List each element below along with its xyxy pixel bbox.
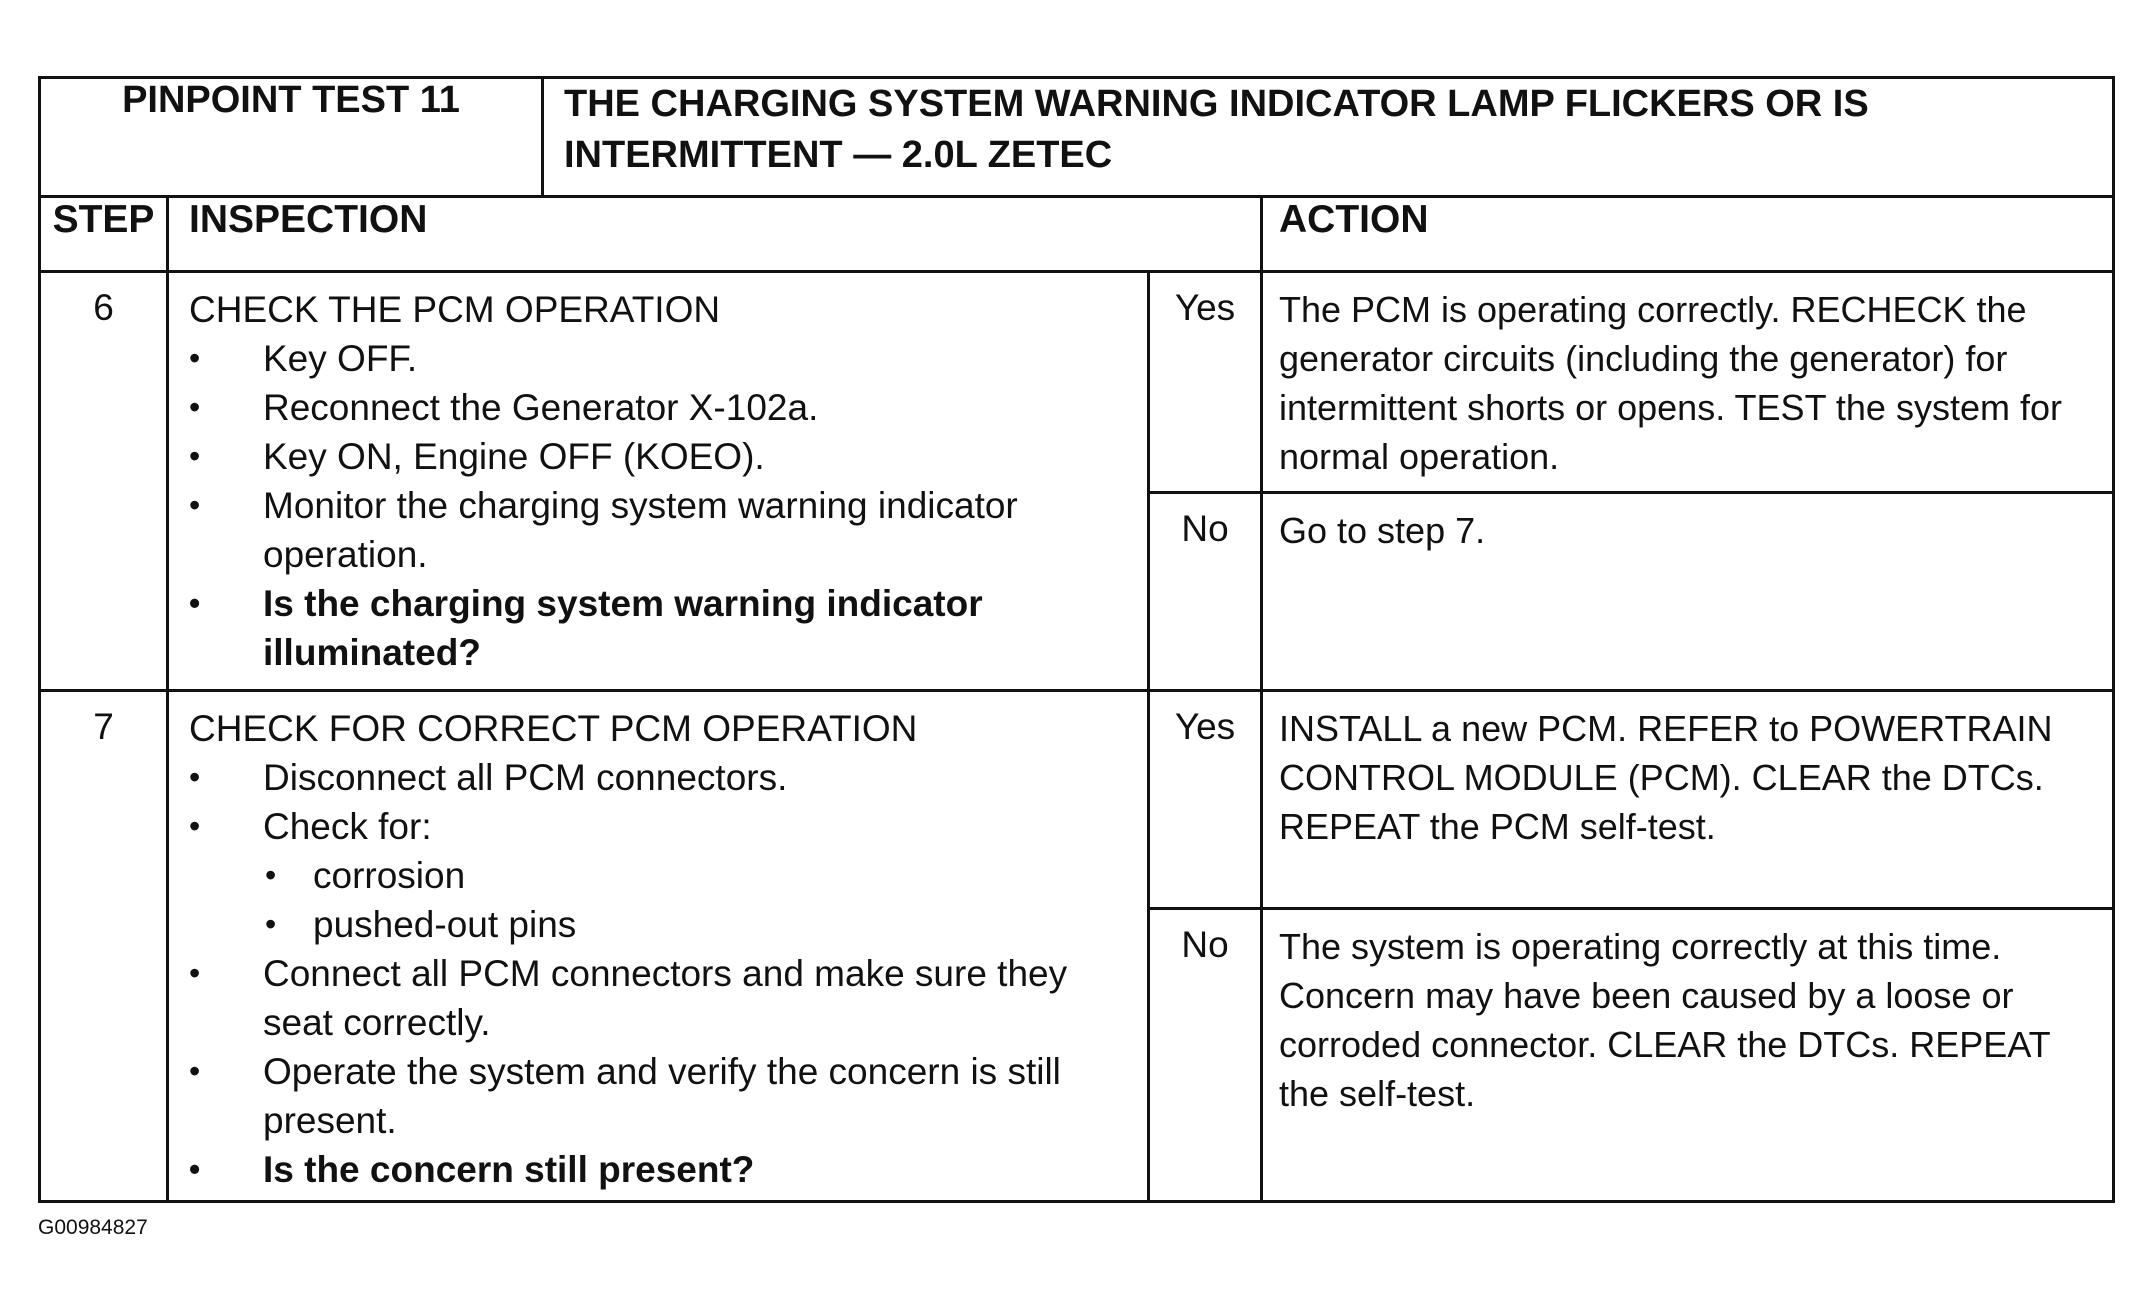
no-label: No: [1149, 493, 1262, 691]
inspection-question: • Is the concern still present?: [189, 1145, 1139, 1194]
list-item: • Operate the system and verify the concern is still present.: [189, 1047, 1139, 1145]
pinpoint-test-table: [38, 76, 2115, 1203]
title-line-1: THE CHARGING SYSTEM WARNING INDICATOR LAMP FLICKERS OR IS: [564, 83, 1869, 125]
column-header-action: ACTION: [1262, 197, 2114, 272]
no-label: No: [1149, 909, 1262, 1202]
figure-id: G00984827: [38, 1216, 148, 1239]
no-action: Go to step 7.: [1262, 493, 2114, 691]
inspection-list: [189, 334, 1139, 677]
list-item: • Check for:: [189, 802, 1139, 851]
pinpoint-test-label: PINPOINT TEST 11: [40, 78, 543, 197]
step-6-inspection: [168, 272, 1149, 691]
inspection-question: • Is the charging system warning indicator illuminated?: [189, 579, 1139, 677]
list-item: • Key ON, Engine OFF (KOEO).: [189, 432, 1139, 481]
step-7-inspection: [168, 691, 1149, 1202]
column-header-inspection: INSPECTION: [168, 197, 1262, 272]
pinpoint-test-title: [543, 78, 2114, 197]
list-item: • Reconnect the Generator X-102a.: [189, 383, 1139, 432]
step-heading: CHECK FOR CORRECT PCM OPERATION: [189, 708, 918, 749]
list-item: • Connect all PCM connectors and make sure they seat correctly.: [189, 949, 1139, 1047]
sub-list-item: • pushed-out pins: [189, 900, 1139, 949]
pinpoint-test-sheet: [38, 76, 2112, 1203]
inspection-list: [189, 753, 1139, 1194]
header-row: [40, 78, 2114, 197]
yes-action: The PCM is operating correctly. RECHECK the generator circuits (including the generator) for intermittent shorts or opens. TEST the system for normal operation.: [1262, 272, 2114, 493]
yes-action: INSTALL a new PCM. REFER to POWERTRAIN CONTROL MODULE (PCM). CLEAR the DTCs. REPEAT the PCM self-test.: [1262, 691, 2114, 909]
step-6-yes-row: [40, 272, 2114, 493]
sub-list-item: • corrosion: [189, 851, 1139, 900]
yes-label: Yes: [1149, 272, 1262, 493]
column-header-row: [40, 197, 2114, 272]
no-action: The system is operating correctly at this time. Concern may have been caused by a loose or corroded connector. CLEAR the DTCs. REPEAT the self-test.: [1262, 909, 2114, 1202]
list-item: • Key OFF.: [189, 334, 1139, 383]
step-number: 7: [40, 691, 168, 1202]
yes-label: Yes: [1149, 691, 1262, 909]
list-item: • Disconnect all PCM connectors.: [189, 753, 1139, 802]
title-line-2: INTERMITTENT — 2.0L ZETEC: [564, 134, 1113, 176]
column-header-step: STEP: [40, 197, 168, 272]
step-number: 6: [40, 272, 168, 691]
step-heading: CHECK THE PCM OPERATION: [189, 289, 721, 330]
list-item: • Monitor the charging system warning indicator operation.: [189, 481, 1139, 579]
step-7-yes-row: [40, 691, 2114, 909]
